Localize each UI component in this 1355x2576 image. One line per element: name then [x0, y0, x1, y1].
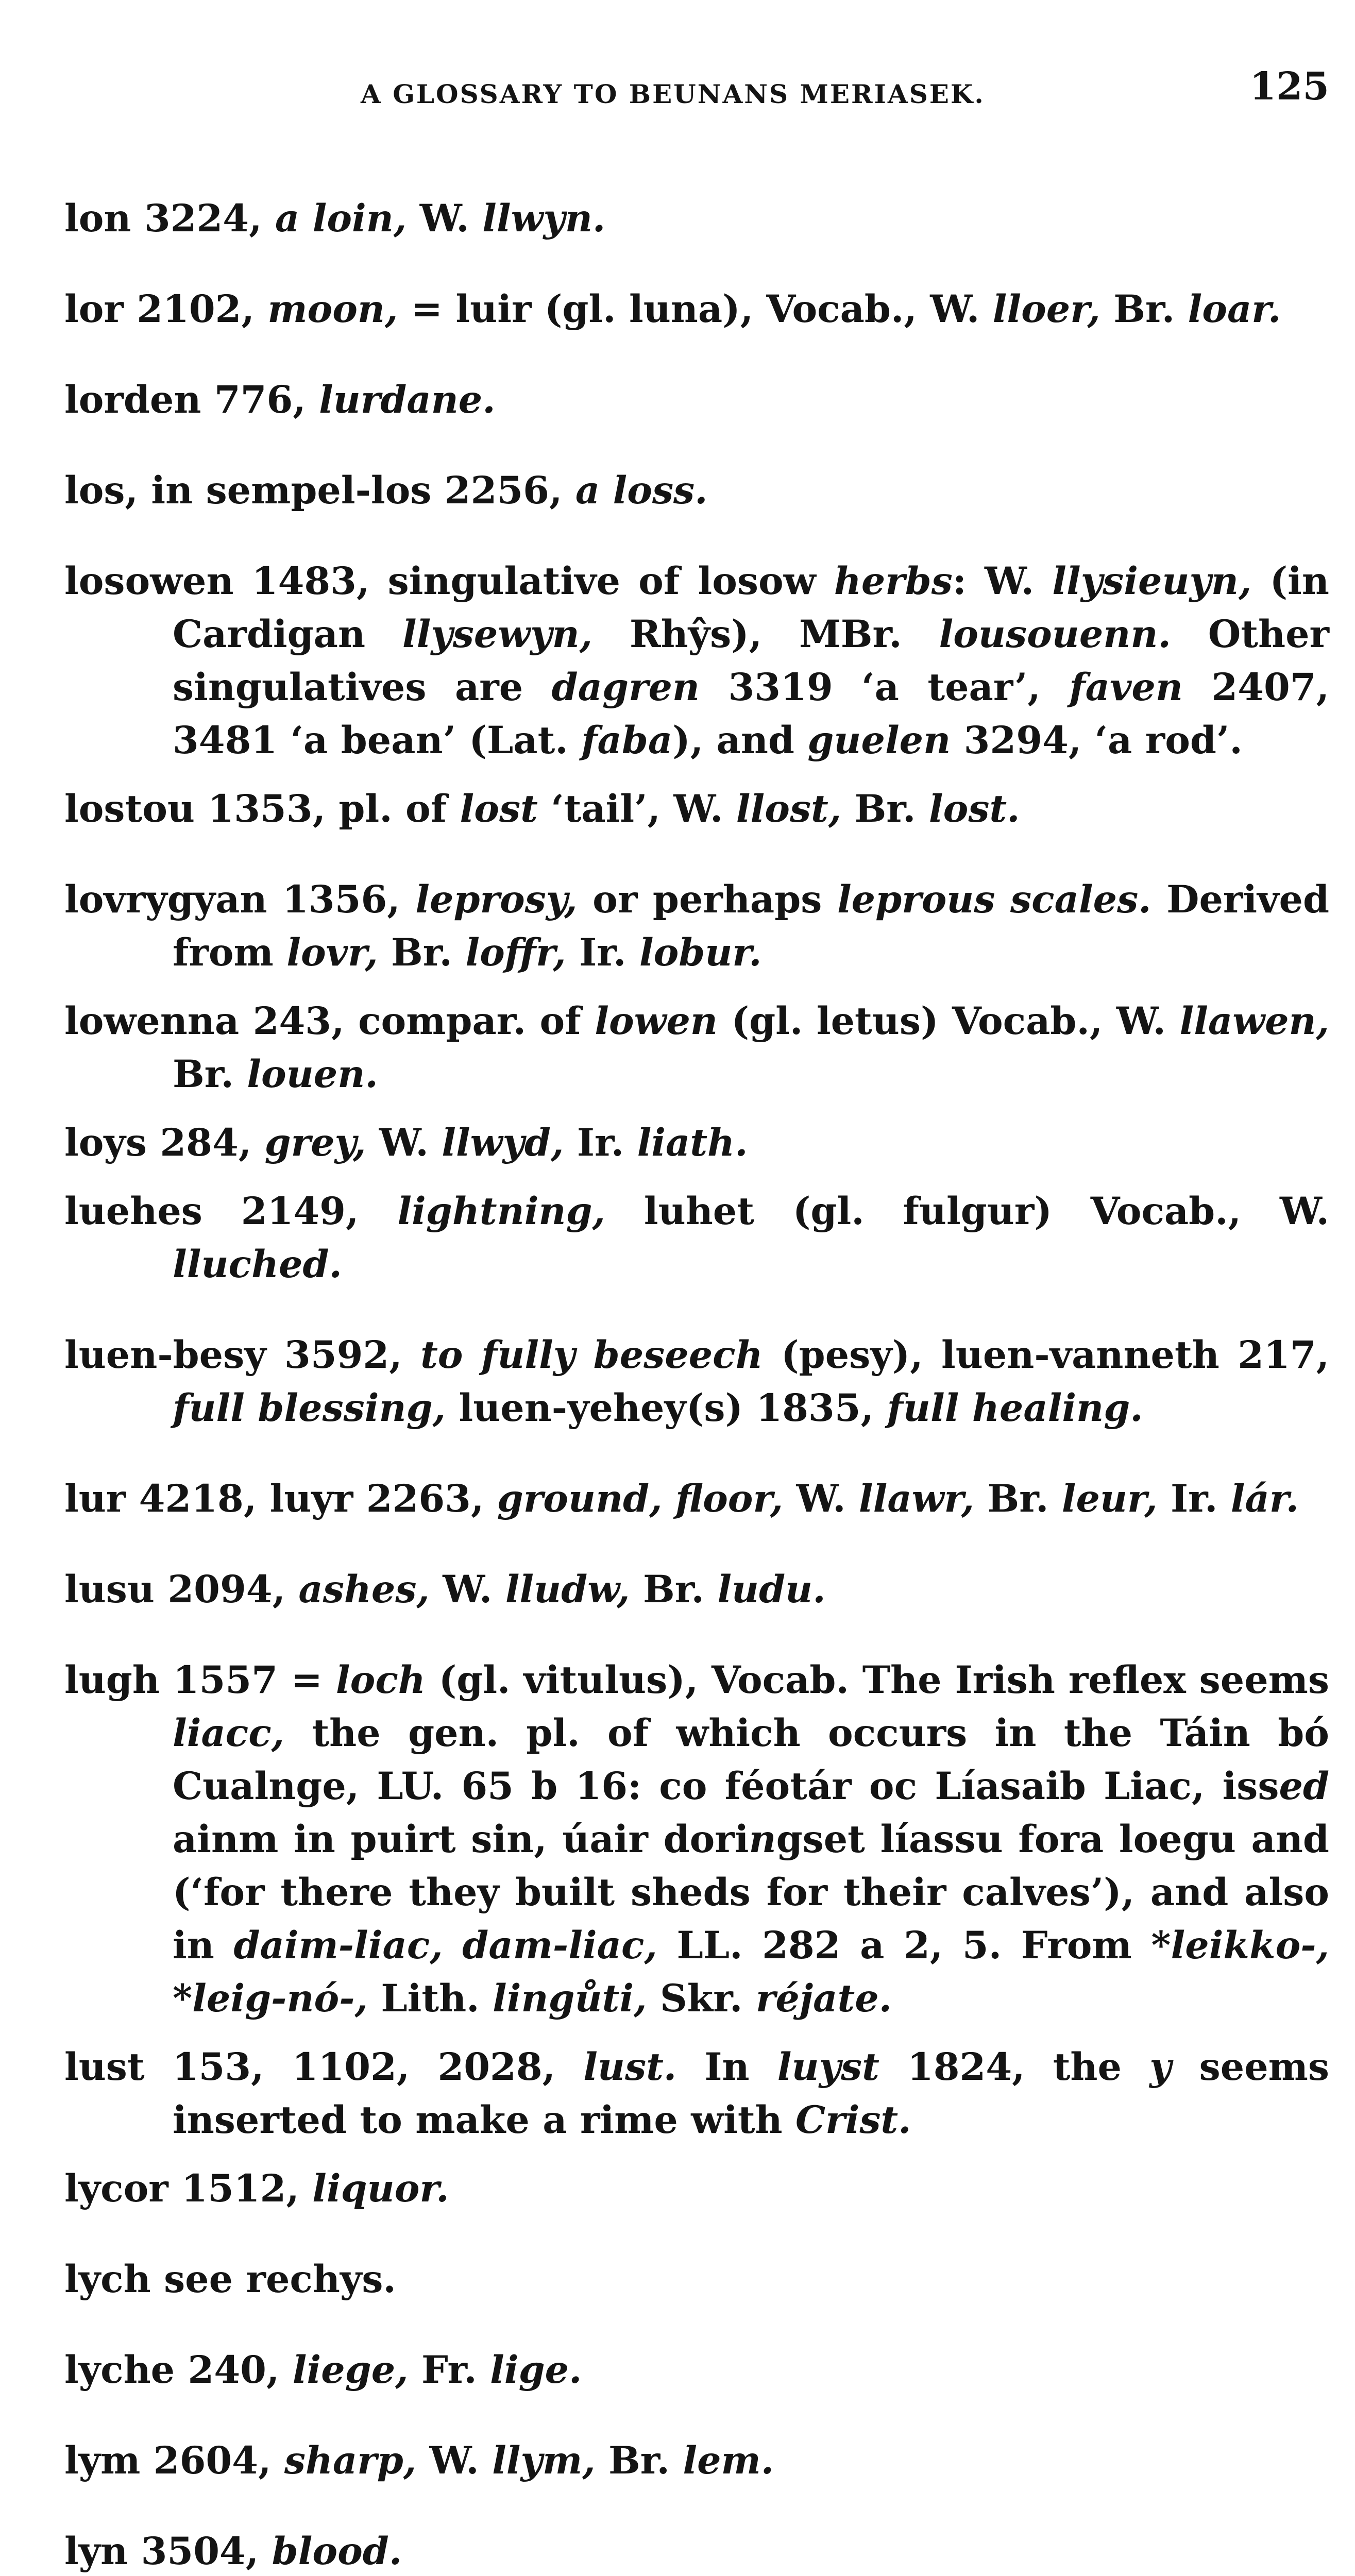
entry-italic-text: lovr,: [286, 930, 378, 975]
entry-text: lostou 1353, pl. of: [64, 787, 460, 831]
entry-italic-text: lloer,: [992, 287, 1100, 331]
glossary-entry: [64, 2253, 1329, 2306]
glossary-entry: [64, 1654, 1329, 2025]
entry-italic-text: lost: [460, 787, 538, 831]
entry-text: = luir (gl. luna), Vocab., W.: [398, 287, 993, 331]
entry-text: lusu 2094,: [64, 1567, 299, 1612]
entry-italic-text: blood.: [272, 2529, 402, 2573]
entry-text: Lith.: [367, 1976, 493, 2021]
entry-text: ainm in puirt sin, úair dori: [173, 1817, 749, 1861]
entry-text: the gen. pl. of which occurs in the Táin bó Cualnge, LU. 65 b 16: co féotár oc Líasaib Liac, iss: [173, 1711, 1329, 1808]
entry-italic-text: full healing.: [887, 1386, 1143, 1430]
entry-text: lyn 3504,: [64, 2529, 272, 2573]
entry-italic-text: guelen: [807, 718, 951, 762]
entry-text: Ir.: [1157, 1477, 1231, 1521]
entry-italic-text: réjate.: [755, 1976, 892, 2021]
entry-text: 3294, ‘a rod’.: [951, 718, 1243, 762]
entry-text: Br.: [595, 2438, 683, 2483]
running-head: A GLOSSARY TO BEUNANS MERIASEK.: [361, 79, 985, 109]
entry-italic-text: llysewyn,: [402, 612, 593, 656]
entry-italic-text: lobur.: [639, 930, 762, 975]
entry-text: lym 2604,: [64, 2438, 284, 2483]
entry-italic-text: leur,: [1061, 1477, 1158, 1521]
entry-text: Rhŷs), MBr.: [592, 612, 939, 656]
entry-italic-text: liath.: [637, 1121, 748, 1165]
entry-text: W.: [429, 1567, 505, 1612]
entry-italic-text: llawr,: [858, 1477, 975, 1521]
entry-italic-text: lingůti,: [493, 1976, 647, 2021]
entry-text: luen-yehey(s) 1835,: [446, 1386, 887, 1430]
entry-italic-text: ashes,: [298, 1567, 430, 1612]
glossary-entry: [64, 1116, 1329, 1170]
entry-text: Other singulatives are: [173, 612, 1330, 709]
entry-italic-text: llost,: [736, 787, 842, 831]
entry-italic-text: dagren: [551, 665, 700, 709]
entry-text: gset líassu fora loegu and (‘for there they built sheds for their calves’), and also in: [173, 1817, 1329, 1968]
entry-text: 3319 ‘a tear’,: [700, 665, 1070, 709]
entry-text: (gl. letus) Vocab., W.: [718, 999, 1180, 1043]
entry-text: W.: [406, 196, 483, 241]
entry-text: Fr.: [408, 2348, 490, 2392]
entry-italic-text: daim-liac, dam-liac,: [233, 1923, 657, 1968]
entry-italic-text: lár.: [1230, 1477, 1299, 1521]
glossary-entry: [64, 2344, 1329, 2397]
entry-text: Ir.: [566, 930, 639, 975]
entry-italic-text: lost.: [928, 787, 1020, 831]
entry-italic-text: a loin,: [275, 196, 407, 241]
entry-italic-text: ground, floor,: [497, 1477, 784, 1521]
entry-italic-text: moon,: [267, 287, 398, 331]
glossary-entry: [64, 995, 1329, 1101]
entry-italic-text: ed: [1279, 1764, 1329, 1808]
glossary-entry: [64, 283, 1329, 336]
entry-italic-text: loch: [335, 1658, 426, 1702]
entry-text: lur 4218, luyr 2263,: [64, 1477, 497, 1521]
entry-italic-text: liquor.: [312, 2166, 449, 2211]
entry-text: luhet (gl. fulgur) Vocab., W.: [605, 1189, 1329, 1233]
entry-text: Br.: [378, 930, 466, 975]
glossary-entry: [64, 374, 1329, 427]
entry-text: luehes 2149,: [64, 1189, 398, 1233]
entry-italic-text: faven: [1069, 665, 1183, 709]
glossary-entry: [64, 873, 1329, 979]
entry-text: Derived from: [173, 877, 1330, 975]
glossary-entries: [64, 155, 1329, 2576]
entry-italic-text: llwyd,: [442, 1121, 564, 1165]
entry-italic-text: liacc,: [173, 1711, 285, 1755]
entry-text: lowenna 243, compar. of: [64, 999, 595, 1043]
entry-text: 1824, the: [879, 2045, 1150, 2089]
entry-text: luen-besy 3592,: [64, 1333, 421, 1377]
entry-italic-text: lluched.: [173, 1242, 342, 1286]
entry-text: lorden 776,: [64, 378, 319, 422]
entry-text: losowen 1483, singulative of losow: [64, 559, 834, 603]
entry-text: : W.: [952, 559, 1053, 603]
entry-italic-text: leprous scales.: [837, 877, 1151, 922]
entry-text: In: [676, 2045, 777, 2089]
glossary-entry: [64, 2041, 1329, 2147]
entry-text: W.: [416, 2438, 493, 2483]
entry-italic-text: lige.: [490, 2348, 582, 2392]
entry-italic-text: lurdane.: [319, 378, 496, 422]
entry-italic-text: louen.: [247, 1052, 378, 1096]
entry-text: LL. 282 a 2, 5. From: [657, 1923, 1151, 1968]
page-number: 125: [1249, 64, 1329, 109]
glossary-entry: [64, 2434, 1329, 2487]
entry-italic-text: herbs: [834, 559, 953, 603]
entry-text: (pesy), luen-vanneth 217,: [763, 1333, 1330, 1377]
entry-text: Br.: [173, 1052, 247, 1096]
entry-text: ), and: [672, 718, 808, 762]
entry-italic-text: llysieuyn,: [1052, 559, 1252, 603]
entry-text: lyche 240,: [64, 2348, 293, 2392]
glossary-entry: [64, 2162, 1329, 2215]
entry-text: lon 3224,: [64, 196, 275, 241]
entry-text: lor 2102,: [64, 287, 268, 331]
entry-italic-text: to fully beseech: [420, 1333, 763, 1377]
entry-italic-text: llawen,: [1179, 999, 1330, 1043]
entry-text: or perhaps: [577, 877, 837, 922]
entry-text: lugh 1557 =: [64, 1658, 336, 1702]
entry-text: lych see rechys.: [64, 2257, 396, 2301]
entry-italic-text: liege,: [292, 2348, 409, 2392]
entry-text: (gl. vitulus), Vocab. The Irish reflex seems: [425, 1658, 1329, 1702]
glossary-entry: [64, 192, 1329, 245]
entry-italic-text: lust.: [583, 2045, 677, 2089]
entry-text: lycor 1512,: [64, 2166, 313, 2211]
entry-italic-text: lludw,: [505, 1567, 630, 1612]
glossary-entry: [64, 2525, 1329, 2576]
entry-italic-text: Crist.: [795, 2098, 911, 2142]
entry-italic-text: luyst: [777, 2045, 879, 2089]
entry-text: Ir.: [564, 1121, 637, 1165]
entry-text: W.: [783, 1477, 859, 1521]
entry-italic-text: n: [749, 1817, 776, 1861]
entry-italic-text: sharp,: [284, 2438, 417, 2483]
entry-italic-text: faba: [581, 718, 673, 762]
glossary-entry: [64, 783, 1329, 836]
entry-italic-text: grey,: [264, 1121, 366, 1165]
entry-italic-text: lightning,: [397, 1189, 605, 1233]
entry-italic-text: leprosy,: [415, 877, 578, 922]
entry-text: Br.: [1100, 287, 1188, 331]
page-header: [62, 64, 1329, 116]
entry-italic-text: full blessing,: [173, 1386, 446, 1430]
entry-italic-text: llym,: [492, 2438, 596, 2483]
entry-italic-text: lousouenn.: [939, 612, 1171, 656]
entry-italic-text: y: [1149, 2045, 1172, 2089]
entry-text: Skr.: [647, 1976, 756, 2021]
entry-text: W.: [366, 1121, 442, 1165]
entry-text: seems inserted to make a rime with: [173, 2045, 1329, 2142]
entry-text: 2407, 3481 ‘a bean’ (Lat.: [173, 665, 1329, 762]
entry-italic-text: llwyn.: [482, 196, 606, 241]
entry-text: lust 153, 1102, 2028,: [64, 2045, 584, 2089]
entry-text: Br.: [630, 1567, 718, 1612]
glossary-entry: [64, 1185, 1329, 1291]
entry-italic-text: loar.: [1188, 287, 1281, 331]
entry-italic-text: a loss.: [575, 468, 708, 513]
entry-text: los, in sempel-los 2256,: [64, 468, 575, 513]
glossary-entry: [64, 1563, 1329, 1616]
entry-italic-text: loffr,: [465, 930, 566, 975]
entry-italic-text: lowen: [595, 999, 718, 1043]
glossary-entry: [64, 555, 1329, 767]
entry-text: (in Cardigan: [173, 559, 1329, 656]
entry-italic-text: lem.: [683, 2438, 774, 2483]
glossary-entry: [64, 1329, 1329, 1435]
entry-text: loys 284,: [64, 1121, 265, 1165]
entry-text: ‘tail’, W.: [537, 787, 736, 831]
entry-text: lovrygyan 1356,: [64, 877, 416, 922]
entry-italic-text: *leikko-, *leig-nó-,: [173, 1923, 1329, 2021]
entry-italic-text: ludu.: [717, 1567, 826, 1612]
glossary-entry: [64, 464, 1329, 517]
entry-text: Br.: [974, 1477, 1062, 1521]
entry-text: Br.: [841, 787, 929, 831]
glossary-entry: [64, 1472, 1329, 1526]
